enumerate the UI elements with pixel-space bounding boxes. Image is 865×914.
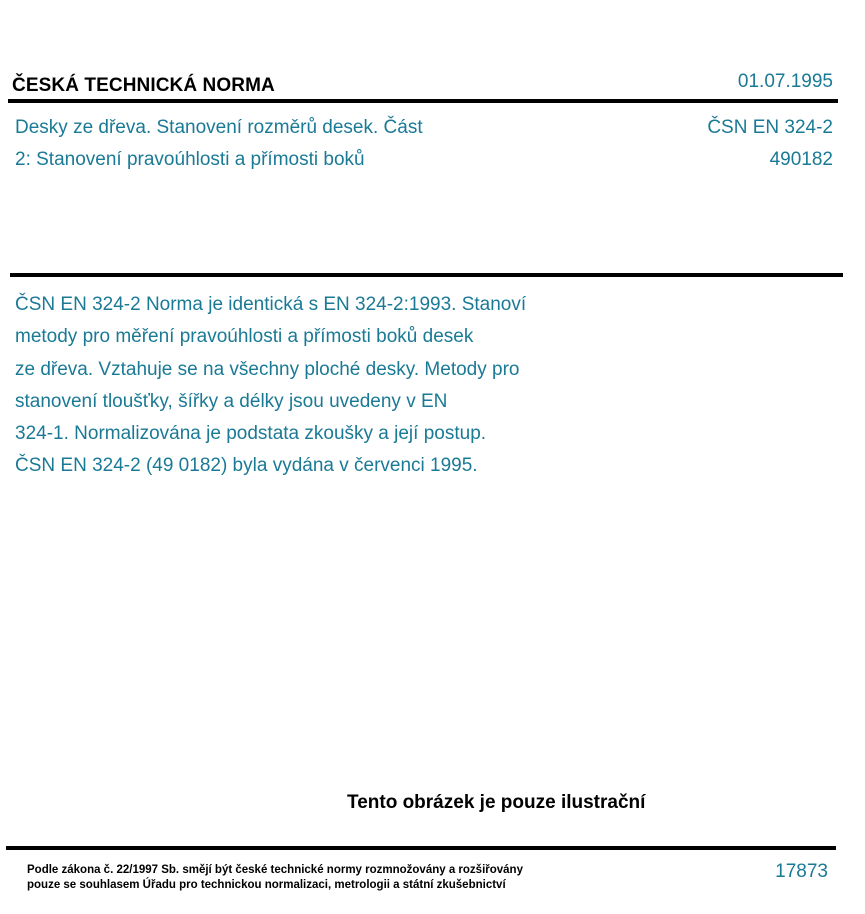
- illustration-notice: Tento obrázek je pouze ilustrační: [347, 792, 646, 813]
- standard-code: ČSN EN 324-2: [707, 117, 833, 138]
- publication-date: 01.07.1995: [737, 71, 833, 92]
- legal-notice: [27, 863, 523, 893]
- description-line: ze dřeva. Vztahuje se na všechny ploché desky. Metody pro: [15, 358, 520, 380]
- description-line: 324-1. Normalizována je podstata zkoušky a její postup.: [15, 423, 487, 445]
- classification-number: 490182: [769, 149, 833, 170]
- description-line: stanovení tloušťky, šířky a délky jsou uvedeny v EN: [15, 390, 448, 412]
- description-line: ČSN EN 324-2 (49 0182) byla vydána v červenci 1995.: [15, 455, 478, 477]
- standard-title-line-1: Desky ze dřeva. Stanovení rozměrů desek. Část: [15, 117, 423, 138]
- legal-notice-line-2: pouze se souhlasem Úřadu pro technickou normalizaci, metrologii a státní zkušebnictví: [27, 879, 506, 891]
- footer-divider: [6, 846, 836, 850]
- section-divider: [10, 273, 843, 277]
- legal-notice-line-1: Podle zákona č. 22/1997 Sb. smějí být české technické normy rozmnožovány a rozšiřovány: [27, 864, 523, 876]
- document-header-title: ČESKÁ TECHNICKÁ NORMA: [12, 75, 275, 96]
- standard-description: [15, 289, 615, 483]
- standard-title-line-2: 2: Stanovení pravoúhlosti a přímosti boků: [15, 149, 365, 170]
- description-line: ČSN EN 324-2 Norma je identická s EN 324-2:1993. Stanoví: [15, 294, 527, 315]
- description-line: metody pro měření pravoúhlosti a přímosti boků desek: [15, 326, 474, 348]
- document-number: 17873: [775, 861, 828, 882]
- header-divider: [8, 99, 838, 103]
